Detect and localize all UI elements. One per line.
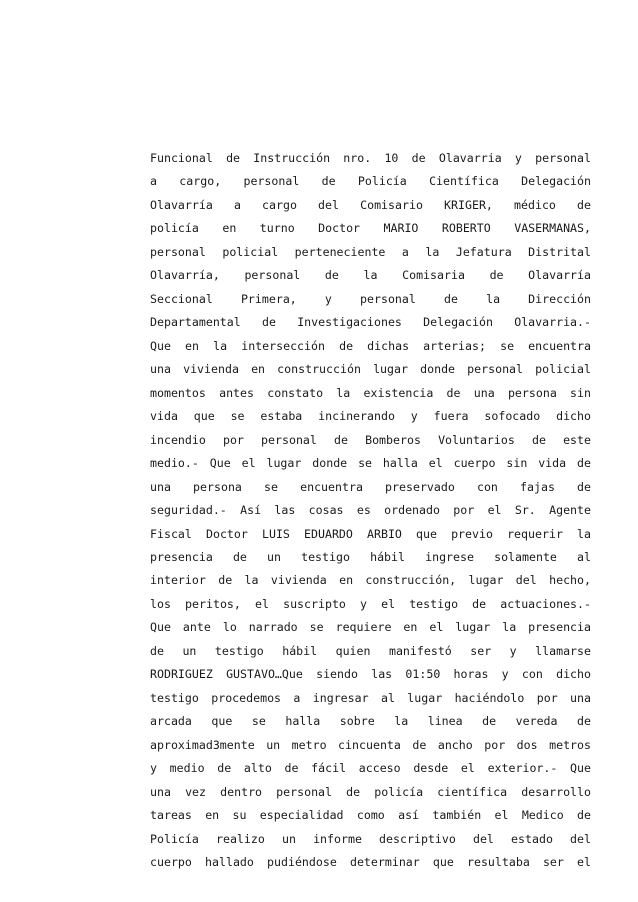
- text-line-20: los peritos, el suscripto y el testigo de actuaciones.-: [150, 596, 591, 611]
- text-line-19: interior de la vivienda en construcción, lugar del hecho,: [150, 573, 591, 588]
- text-line-9: Que en la intersección de dichas arterias; se encuentra: [150, 338, 591, 353]
- text-line-23: RODRIGUEZ GUSTAVO…Que siendo las 01:50 horas y con dicho: [150, 667, 591, 682]
- text-line-3: Olavarría a cargo del Comisario KRIGER, médico de: [150, 197, 591, 212]
- text-line-17: Fiscal Doctor LUIS EDUARDO ARBIO que previo requerir la: [150, 526, 591, 541]
- text-line-15: una persona se encuentra preservado con fajas de: [150, 479, 591, 494]
- text-line-8: Departamental de Investigaciones Delegación Olavarria.-: [150, 315, 591, 330]
- text-line-6: Olavarría, personal de la Comisaria de Olavarría: [150, 268, 591, 283]
- body-text: [150, 147, 591, 875]
- text-line-5: personal policial perteneciente a la Jefatura Distrital: [150, 244, 591, 259]
- text-line-28: una vez dentro personal de policía científica desarrollo: [150, 784, 591, 799]
- text-line-7: Seccional Primera, y personal de la Dirección: [150, 291, 591, 306]
- text-line-30: Policía realizo un informe descriptivo del estado del: [150, 831, 591, 846]
- text-line-21: Que ante lo narrado se requiere en el lugar la presencia: [150, 620, 591, 635]
- text-line-27: y medio de alto de fácil acceso desde el exterior.- Que: [150, 761, 591, 776]
- text-line-31: cuerpo hallado pudiéndose determinar que resultaba ser el: [150, 855, 591, 870]
- text-line-18: presencia de un testigo hábil ingrese solamente al: [150, 549, 591, 564]
- text-line-4: policía en turno Doctor MARIO ROBERTO VASERMANAS,: [150, 221, 591, 236]
- text-line-1: Funcional de Instrucción nro. 10 de Olavarria y personal: [150, 151, 591, 165]
- text-line-22: de un testigo hábil quien manifestó ser y llamarse: [150, 643, 591, 658]
- text-line-16: seguridad.- Así las cosas es ordenado por el Sr. Agente: [150, 503, 591, 518]
- text-line-13: incendio por personal de Bomberos Voluntarios de este: [150, 432, 591, 447]
- text-line-10: una vivienda en construcción lugar donde personal policial: [150, 362, 591, 377]
- text-line-25: arcada que se halla sobre la linea de vereda de: [150, 714, 591, 729]
- text-line-2: a cargo, personal de Policía Científica Delegación: [150, 174, 591, 189]
- text-line-14: medio.- Que el lugar donde se halla el cuerpo sin vida de: [150, 456, 591, 471]
- text-line-26: aproximad3mente un metro cincuenta de ancho por dos metros: [150, 737, 591, 752]
- text-line-12: vida que se estaba incinerando y fuera sofocado dicho: [150, 409, 591, 424]
- text-line-29: tareas en su especialidad como así también el Medico de: [150, 808, 591, 823]
- text-line-24: testigo procedemos a ingresar al lugar haciéndolo por una: [150, 690, 591, 705]
- text-line-11: momentos antes constato la existencia de una persona sin: [150, 385, 591, 400]
